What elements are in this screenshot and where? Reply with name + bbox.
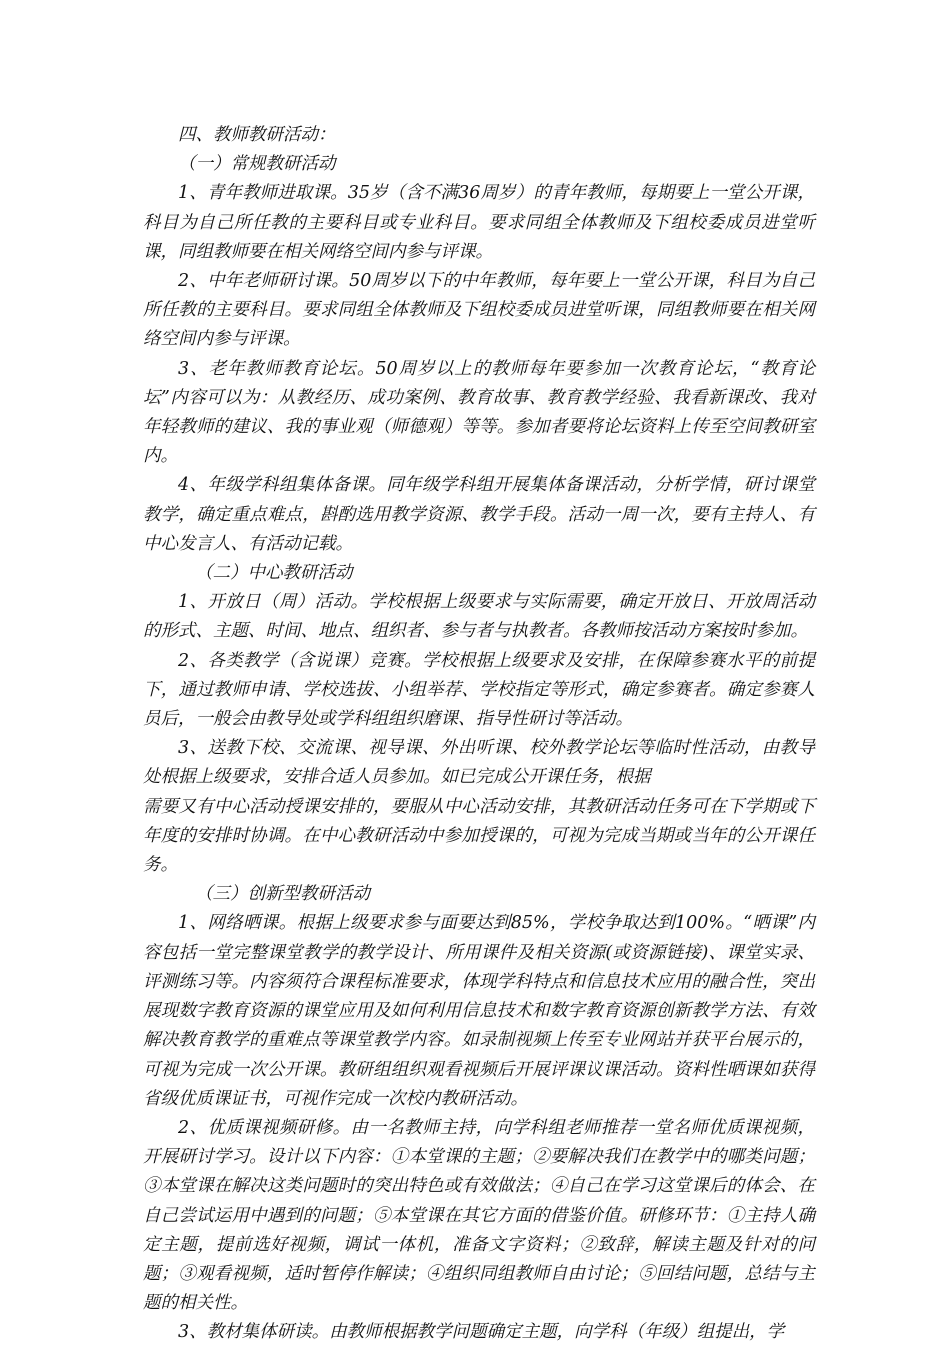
subsection-heading: （三）创新型教研活动 <box>195 884 370 905</box>
paragraph: 2、中年老师研讨课。50周岁以下的中年教师，每年要上一堂公开课，科目为自己所任教的主要科目。要求同组全体教师及下组校委成员进堂听课，同组教师要在相关网络空间内参与评课。 <box>143 271 815 350</box>
paragraph: 2、优质课视频研修。由一名教师主持，向学科组老师推荐一堂名师优质课视频，开展研讨学习。设计以下内容：①本堂课的主题；②要解决我们在教学中的哪类问题；③本堂课在解决这类问题时的突出特色或有效做法；④自己在学习这堂课后的体会、在自己尝试运用中遇到的问题；⑤本堂课在其它方面的借鉴价值。研修环节：①主持人确定主题，提前选好视频，调试一体机，准备文字资料；②致辞，解读主题及针对的问题；③观看视频，适时暂停作解读；④组织同组教师自由讨论；⑤回结问题，总结与主题的相关性。 <box>143 1117 815 1314</box>
paragraph: 2、各类教学（含说课）竞赛。学校根据上级要求及安排，在保障参赛水平的前提下，通过教师申请、学校选拔、小组举荐、学校指定等形式，确定参赛者。确定参赛人员后，一般会由教导处或学科组组织磨课、指导性研讨等活动。 <box>143 650 815 730</box>
paragraph: 1、网络晒课。根据上级要求参与面要达到85%，学校争取达到100%。“晒课”内容包括一堂完整课堂教学的教学设计、所用课件及相关资源(或资源链接)、课堂实录、评测练习等。内容须符合课程标准要求，体现学科特点和信息技术应用的融合性，突出展现数字教育资源的课堂应用及如何利用信息技术和数字教育资源创新教学方法、有效解决教育教学的重难点等课堂教学内容。如录制视频上传至专业网站并获平台展示的，可视为完成一次公开课。教研组组织观看视频后开展评课议课活动。资料性晒课如获得省级优质课证书，可视作完成一次校内教研活动。 <box>143 913 815 1109</box>
document-body <box>143 121 815 1348</box>
subsection-heading: （一）常规教研活动 <box>178 154 336 175</box>
subsection-heading: （二）中心教研活动 <box>195 563 353 584</box>
paragraph: 3、老年教师教育论坛。50周岁以上的教师每年要参加一次教育论坛，“教育论坛”内容可以为：从教经历、成功案例、教育故事、教育教学经验、我看新课改、我对年轻教师的建议、我的事业观（师德观）等等。参加者要将论坛资料上传至空间教研室内。 <box>143 358 815 467</box>
paragraph: 4、年级学科组集体备课。同年级学科组开展集体备课活动，分析学情，研讨课堂教学，确定重点难点，斟酌选用教学资源、教学手段。活动一周一次，要有主持人、有中心发言人、有活动记载。 <box>143 475 815 554</box>
section-heading: 四、教师教研活动： <box>178 125 336 145</box>
paragraph: 1、开放日（周）活动。学校根据上级要求与实际需要，确定开放日、开放周活动的形式、主题、时间、地点、组织者、参与者与执教者。各教师按活动方案按时参加。 <box>143 592 815 642</box>
paragraph: 1、青年教师进取课。35岁（含不满36周岁）的青年教师，每期要上一堂公开课，科目为自己所任教的主要科目或专业科目。要求同组全体教师及下组校委成员进堂听课，同组教师要在相关网络空间内参与评课。 <box>143 183 815 262</box>
paragraph: 3、教材集体研读。由教师根据教学问题确定主题，向学科（年级）组提出，学 <box>178 1322 785 1343</box>
paragraph: 3、送教下校、交流课、视导课、外出听课、校外教学论坛等临时性活动，由教导处根据上级要求，安排合适人员参加。如已完成公开课任务，根据 <box>143 738 815 788</box>
paragraph: 需要又有中心活动授课安排的，要服从中心活动安排，其教研活动任务可在下学期或下年度的安排时协调。在中心教研活动中参加授课的，可视为完成当期或当年的公开课任务。 <box>143 796 815 876</box>
